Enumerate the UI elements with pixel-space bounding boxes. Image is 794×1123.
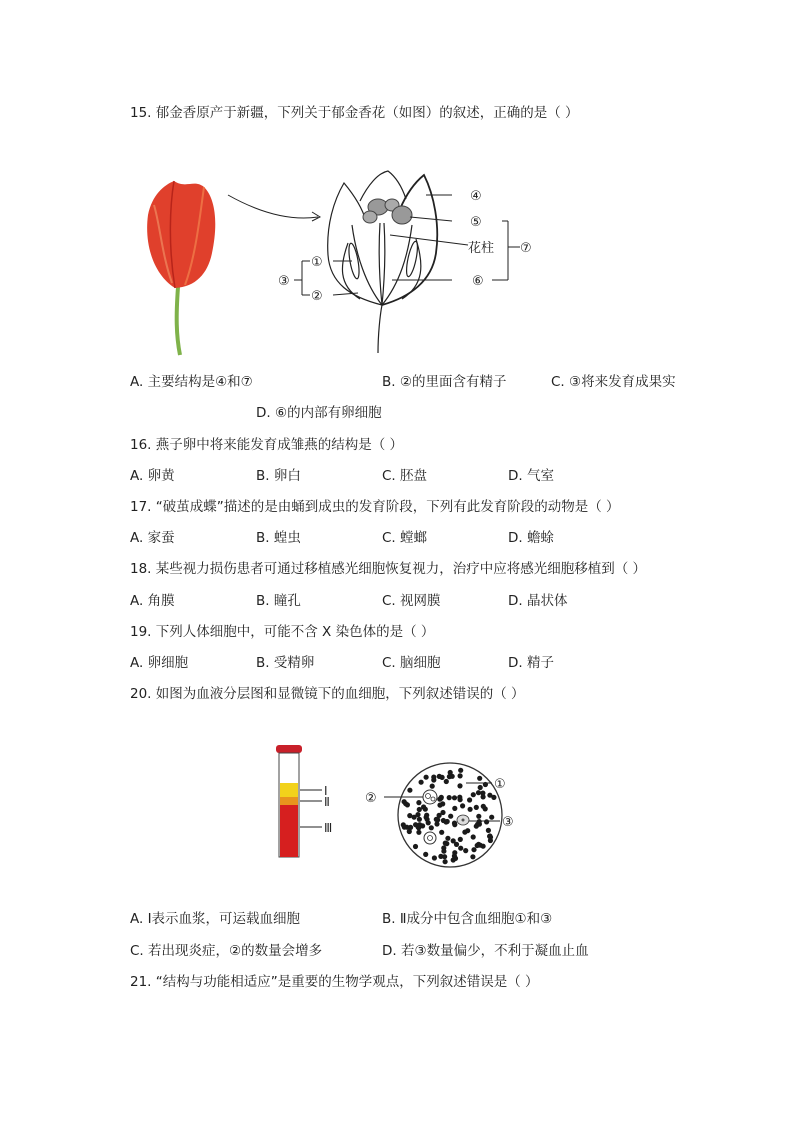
q18-option-b[interactable]: B. 瞳孔 bbox=[256, 593, 301, 609]
pointer-arrow bbox=[228, 195, 318, 218]
red-blood-cell bbox=[407, 788, 412, 793]
red-blood-cell bbox=[478, 785, 483, 790]
red-blood-cell bbox=[439, 830, 444, 835]
red-blood-cell bbox=[457, 795, 462, 800]
red-blood-cell bbox=[457, 783, 462, 788]
red-blood-cell bbox=[416, 830, 421, 835]
red-blood-cell bbox=[468, 807, 473, 812]
q15-option-a[interactable]: A. 主要结构是④和⑦ bbox=[130, 374, 253, 390]
red-blood-cell bbox=[416, 800, 421, 805]
red-blood-cell bbox=[487, 793, 492, 798]
tube-label-2: Ⅱ bbox=[324, 795, 330, 809]
q15-option-d[interactable]: D. ⑥的内部有卵细胞 bbox=[256, 405, 382, 421]
label-style: 花柱 bbox=[468, 241, 495, 256]
label-3: ③ bbox=[278, 274, 290, 289]
red-blood-cell bbox=[467, 797, 472, 802]
red-blood-cell bbox=[417, 817, 422, 822]
q19-option-b[interactable]: B. 受精卵 bbox=[256, 655, 315, 671]
red-blood-cell bbox=[408, 825, 413, 830]
red-blood-cell bbox=[481, 794, 486, 799]
red-blood-cell bbox=[440, 775, 445, 780]
q20-stem: 20. 如图为血液分层图和显微镜下的血细胞，下列叙述错误的（ ） bbox=[130, 686, 525, 702]
q21-stem: 21. “结构与功能相适应”是重要的生物学观点，下列叙述错误是（ ） bbox=[130, 974, 539, 990]
q18-stem: 18. 某些视力损伤患者可通过移植感光细胞恢复视力，治疗中应将感光细胞移植到（ ） bbox=[130, 561, 647, 577]
red-blood-cell bbox=[475, 843, 480, 848]
red-blood-cell bbox=[487, 833, 492, 838]
red-blood-cell bbox=[437, 803, 442, 808]
red-blood-cell bbox=[441, 818, 446, 823]
q15-stem: 15. 郁金香原产于新疆，下列关于郁金香花（如图）的叙述，正确的是（ ） bbox=[130, 105, 579, 121]
red-blood-cell bbox=[463, 848, 468, 853]
q20-option-a[interactable]: A. Ⅰ表示血浆，可运载血细胞 bbox=[130, 911, 301, 927]
q17-option-a[interactable]: A. 家蚕 bbox=[130, 530, 175, 546]
red-blood-cell bbox=[439, 795, 444, 800]
red-blood-cell bbox=[442, 854, 447, 859]
red-blood-cell bbox=[444, 779, 449, 784]
q16-option-a[interactable]: A. 卵黄 bbox=[130, 468, 175, 484]
blood-figure bbox=[260, 735, 540, 875]
cell-label-1: ① bbox=[494, 777, 506, 792]
red-blood-cell bbox=[452, 806, 457, 811]
red-blood-cell bbox=[445, 836, 450, 841]
tulip-photo bbox=[147, 181, 215, 355]
red-blood-cell bbox=[481, 804, 486, 809]
red-blood-cell bbox=[477, 819, 482, 824]
red-blood-cell bbox=[474, 805, 479, 810]
cell-label-3: ③ bbox=[502, 815, 514, 830]
red-blood-cell bbox=[429, 825, 434, 830]
red-blood-cell bbox=[451, 838, 456, 843]
red-blood-cell bbox=[419, 780, 424, 785]
red-blood-cell bbox=[458, 768, 463, 773]
red-blood-cell bbox=[423, 807, 428, 812]
red-blood-cell bbox=[443, 841, 448, 846]
red-blood-cell bbox=[430, 784, 435, 789]
q20-option-c[interactable]: C. 若出现炎症，②的数量会增多 bbox=[130, 943, 323, 959]
red-blood-cell bbox=[424, 815, 429, 820]
red-blood-cell bbox=[420, 823, 425, 828]
label-4: ④ bbox=[470, 189, 482, 204]
q20-option-d[interactable]: D. 若③数量偏少，不利于凝血止血 bbox=[382, 943, 589, 959]
q19-stem: 19. 下列人体细胞中，可能不含 X 染色体的是（ ） bbox=[130, 624, 435, 640]
red-blood-cell bbox=[458, 837, 463, 842]
red-blood-cell bbox=[413, 844, 418, 849]
red-blood-cell bbox=[452, 821, 457, 826]
q17-option-c[interactable]: C. 螳螂 bbox=[382, 530, 428, 546]
q18-option-a[interactable]: A. 角膜 bbox=[130, 593, 175, 609]
red-blood-cell bbox=[460, 803, 465, 808]
q18-option-c[interactable]: C. 视网膜 bbox=[382, 593, 441, 609]
q16-stem: 16. 燕子卵中将来能发育成雏燕的结构是（ ） bbox=[130, 437, 404, 453]
red-blood-cell bbox=[462, 830, 467, 835]
red-blood-cell bbox=[471, 847, 476, 852]
q17-stem: 17. “破茧成蝶”描述的是由蛹到成虫的发育阶段，下列有此发育阶段的动物是（ ） bbox=[130, 499, 620, 515]
red-blood-cell bbox=[458, 846, 463, 851]
red-blood-cell bbox=[413, 822, 418, 827]
red-blood-cell bbox=[424, 775, 429, 780]
red-blood-cell bbox=[432, 855, 437, 860]
q17-option-b[interactable]: B. 蝗虫 bbox=[256, 530, 301, 546]
label-1: ① bbox=[311, 255, 323, 270]
red-blood-cell bbox=[401, 822, 406, 827]
red-blood-cell bbox=[407, 813, 412, 818]
red-blood-cell bbox=[441, 849, 446, 854]
microscope-view bbox=[398, 763, 502, 867]
label-2: ② bbox=[311, 289, 323, 304]
red-blood-cell bbox=[486, 828, 491, 833]
q16-option-b[interactable]: B. 卵白 bbox=[256, 468, 301, 484]
cell-label-2: ② bbox=[365, 791, 377, 806]
red-blood-cell bbox=[481, 844, 486, 849]
red-blood-cell bbox=[435, 817, 440, 822]
q16-option-d[interactable]: D. 气室 bbox=[508, 468, 554, 484]
tube-label-3: Ⅲ bbox=[324, 821, 333, 835]
red-blood-cell bbox=[447, 795, 452, 800]
q15-option-c[interactable]: C. ③将来发育成果实 bbox=[551, 374, 676, 390]
red-blood-cell bbox=[417, 807, 422, 812]
red-blood-cell bbox=[448, 770, 453, 775]
red-blood-cell bbox=[458, 773, 463, 778]
q15-option-b[interactable]: B. ②的里面含有精子 bbox=[382, 374, 507, 390]
red-blood-cell bbox=[489, 815, 494, 820]
label-5: ⑤ bbox=[470, 215, 482, 230]
red-blood-cell bbox=[476, 790, 481, 795]
label-6: ⑥ bbox=[472, 274, 484, 289]
red-blood-cell bbox=[470, 854, 475, 859]
blood-test-tube bbox=[276, 745, 302, 857]
red-blood-cell bbox=[452, 795, 457, 800]
red-blood-cell bbox=[484, 819, 489, 824]
red-blood-cell bbox=[415, 812, 420, 817]
q19-option-a[interactable]: A. 卵细胞 bbox=[130, 655, 189, 671]
red-blood-cell bbox=[423, 852, 428, 857]
q19-option-c[interactable]: C. 脑细胞 bbox=[382, 655, 441, 671]
q18-option-d[interactable]: D. 晶状体 bbox=[508, 593, 568, 609]
label-7: ⑦ bbox=[520, 241, 532, 256]
q17-option-d[interactable]: D. 蟾蜍 bbox=[508, 530, 554, 546]
red-blood-cell bbox=[476, 814, 481, 819]
red-blood-cell bbox=[488, 838, 493, 843]
red-blood-cell bbox=[431, 775, 436, 780]
red-blood-cell bbox=[402, 799, 407, 804]
red-blood-cell bbox=[437, 813, 442, 818]
q19-option-d[interactable]: D. 精子 bbox=[508, 655, 554, 671]
q20-option-b[interactable]: B. Ⅱ成分中包含血细胞①和③ bbox=[382, 911, 553, 927]
red-blood-cell bbox=[471, 834, 476, 839]
red-blood-cell bbox=[448, 814, 453, 819]
tube-label-1: Ⅰ bbox=[324, 784, 328, 798]
red-blood-cell bbox=[452, 850, 457, 855]
red-blood-cell bbox=[443, 859, 448, 864]
stigma bbox=[363, 199, 412, 224]
red-blood-cell bbox=[471, 792, 476, 797]
red-blood-cell bbox=[477, 776, 482, 781]
tulip-figure bbox=[130, 165, 550, 365]
q16-option-c[interactable]: C. 胚盘 bbox=[382, 468, 428, 484]
flower-diagram bbox=[328, 171, 438, 353]
